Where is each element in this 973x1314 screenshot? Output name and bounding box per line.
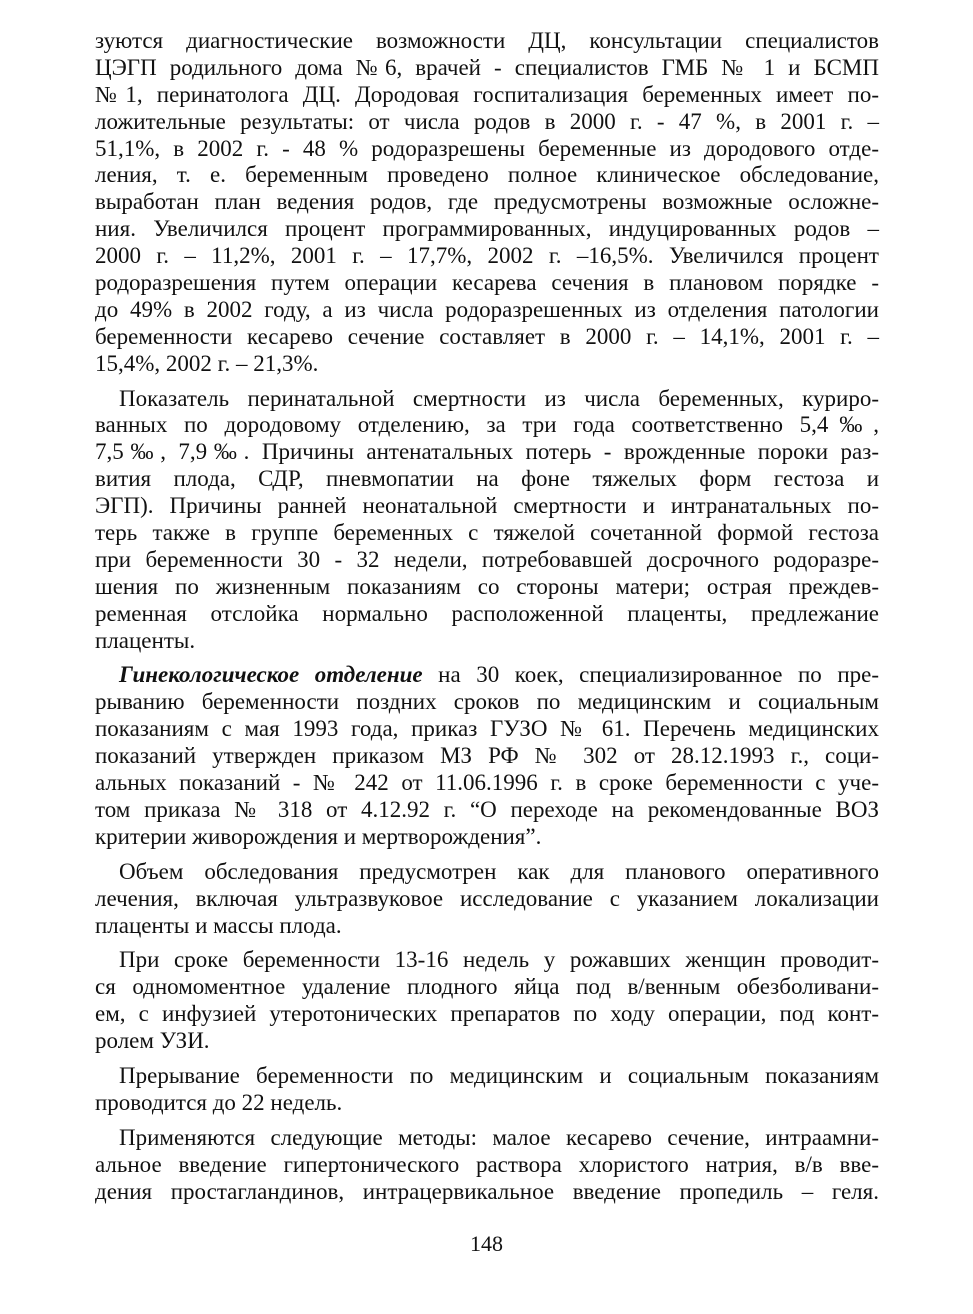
text-line: Показатель перинатальной смертности из числа беременных, куриро- bbox=[119, 385, 879, 411]
text-line: ния. Увеличился процент программированных, индуцированных родов – bbox=[95, 216, 879, 242]
text-line: 2000 г. – 11,2%, 2001 г. – 17,7%, 2002 г. –16,5%. Увеличился процент bbox=[95, 243, 879, 269]
text-line: до 49% в 2002 году, а из числа родоразрешенных из отделения патологии bbox=[95, 296, 879, 322]
text-line: 7,5‰, 7,9‰. Причины антенатальных потерь - врожденные пороки раз- bbox=[95, 439, 879, 465]
text-line: Применяются следующие методы: малое кесарево сечение, интраамни- bbox=[119, 1124, 879, 1150]
text-line: критерии живорождения и мертворождения”. bbox=[95, 823, 542, 849]
text-line: плаценты и массы плода. bbox=[95, 912, 342, 938]
text-line: При сроке беременности 13-16 недель у рожавших женщин проводит- bbox=[119, 947, 879, 973]
text-line: показаниям с мая 1993 года, приказ ГУЗО № 61. Перечень медицинских bbox=[95, 716, 879, 742]
text-line: показаний утвержден приказом МЗ РФ № 302 от 28.12.1993 г., соци- bbox=[95, 743, 879, 769]
text-line: лечения, включая ультразвуковое исследование с указанием локализации bbox=[95, 885, 879, 911]
page-number: 148 bbox=[470, 1231, 503, 1256]
text-line: дения простагландинов, интрацервикальное введение пропедиль – геля. bbox=[95, 1178, 879, 1204]
text-line: ления, т. е. беременным проведено полное клиническое обследование, bbox=[95, 162, 879, 188]
section-heading: Гинекологическое отделение bbox=[119, 662, 423, 688]
text-line: шения по жизненным показаниям со стороны матери; острая преждев- bbox=[95, 573, 879, 599]
paragraph-6 bbox=[95, 1063, 879, 1117]
text-line: 15,4%, 2002 г. – 21,3%. bbox=[95, 350, 319, 376]
page-text bbox=[95, 28, 879, 1205]
paragraph-2 bbox=[95, 386, 879, 655]
paragraph-1 bbox=[95, 28, 879, 378]
text-line: вития плода, СДР, пневмопатии на фоне тяжелых форм гестоза и bbox=[95, 466, 879, 492]
text-line: терь также в группе беременных с тяжелой сочетанной формой гестоза bbox=[95, 520, 879, 546]
text-run: на 30 коек, специализированное по пре- bbox=[422, 662, 880, 688]
paragraph-7 bbox=[95, 1125, 879, 1206]
text-line: выработан план ведения родов, где предусмотрены возможные осложне- bbox=[95, 189, 879, 215]
text-line: альных показаний - № 242 от 11.06.1996 г. в сроке беременности с уче- bbox=[95, 770, 879, 796]
text-line: родоразрешения путем операции кесарева сечения в плановом порядке - bbox=[95, 270, 879, 296]
text-line: рыванию беременности поздних сроков по медицинским и социальным bbox=[95, 689, 879, 715]
text-line: ЦЭГП родильного дома №6, врачей - специалистов ГМБ № 1 и БСМП bbox=[95, 54, 879, 80]
text-line: зуются диагностические возможности ДЦ, консультации специалистов bbox=[95, 28, 879, 53]
text-line: плаценты. bbox=[95, 627, 196, 653]
text-line: том приказа № 318 от 4.12.92 г. “О переходе на рекомендованные ВОЗ bbox=[95, 796, 879, 822]
text-line: беременности кесарево сечение составляет в 2000 г. – 14,1%, 2001 г. – bbox=[95, 323, 879, 349]
paragraph-5 bbox=[95, 947, 879, 1055]
text-line: проводится до 22 недель. bbox=[95, 1089, 343, 1115]
text-line bbox=[95, 662, 879, 689]
text-line: ванных по дородовому отделению, за три года соответственно 5,4‰, bbox=[95, 412, 879, 438]
text-line: 51,1%, в 2002 г. - 48 % родоразрешены беременные из дородового отде- bbox=[95, 135, 879, 161]
text-line: ременная отслойка нормально расположенной плаценты, предлежание bbox=[95, 600, 879, 626]
text-line: ся одномоментное удаление плодного яйца под в/венным обезболивани- bbox=[95, 974, 879, 1000]
text-line: ЭГП). Причины ранней неонатальной смертности и интранатальных по- bbox=[95, 493, 879, 519]
text-line: Прерывание беременности по медицинским и социальным показаниям bbox=[119, 1062, 879, 1088]
text-line: альное введение гипертонического раствора хлористого натрия, в/в вве- bbox=[95, 1151, 879, 1177]
text-line: ролем УЗИ. bbox=[95, 1028, 210, 1054]
text-line: Объем обследования предусмотрен как для планового оперативного bbox=[119, 858, 879, 884]
paragraph-3 bbox=[95, 662, 879, 850]
text-line: ем, с инфузией утеротонических препаратов по ходу операции, под конт- bbox=[95, 1001, 879, 1027]
text-line: при беременности 30 - 32 недели, потребовавшей досрочного родоразре- bbox=[95, 546, 879, 572]
text-line: №1, перинатолога ДЦ. Дородовая госпитализация беременных имеет по- bbox=[95, 81, 879, 107]
text-line: ложительные результаты: от числа родов в 2000 г. - 47 %, в 2001 г. – bbox=[95, 108, 879, 134]
paragraph-4 bbox=[95, 859, 879, 940]
